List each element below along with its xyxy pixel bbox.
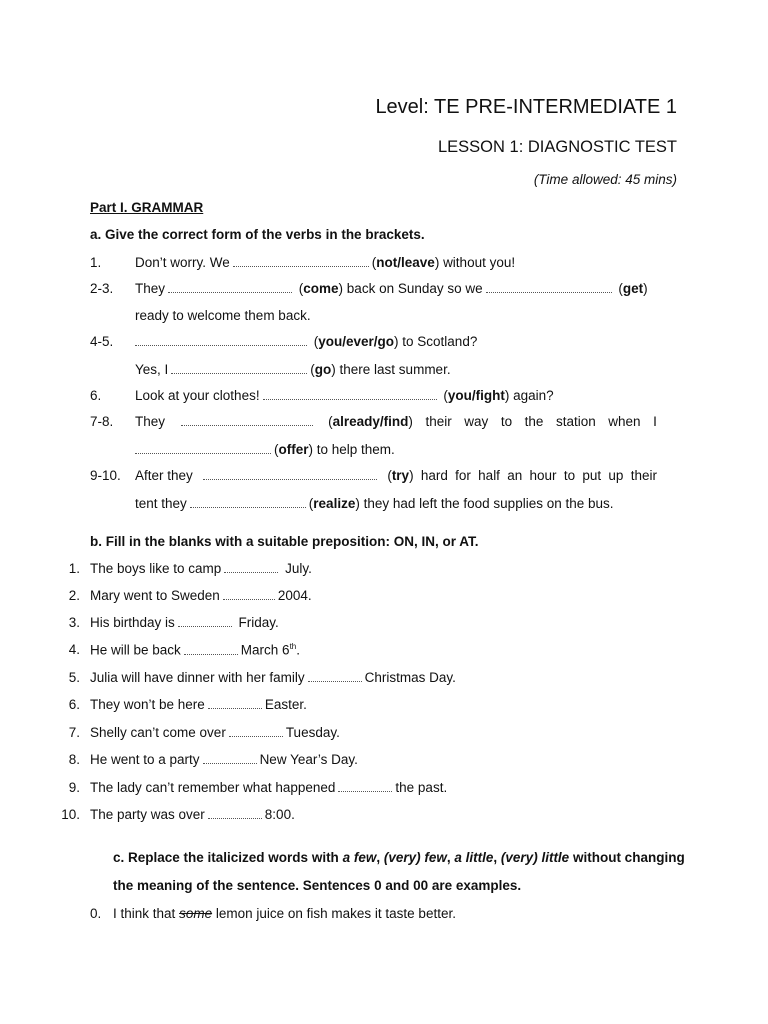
title-part: a few — [342, 850, 377, 865]
answer-blank-wrap — [200, 468, 380, 483]
verb-hint: you/fight — [447, 388, 505, 403]
answer-blank[interactable] — [168, 283, 292, 293]
item-number: 4. — [68, 642, 80, 657]
answer-blank[interactable] — [308, 672, 362, 682]
ordinal-suffix: th — [289, 642, 297, 651]
question-text: The boys like to camp — [90, 561, 222, 576]
question-line — [90, 725, 340, 740]
answer-blank[interactable] — [184, 645, 238, 655]
word: their — [630, 468, 657, 483]
item-number: 0. — [90, 906, 102, 921]
title-part: (very) few — [383, 850, 447, 865]
question-text: 8:00. — [264, 807, 295, 822]
question-line: tent they (realize) they had left the food supplies on the bus. — [135, 496, 614, 511]
struck-word: some — [179, 906, 213, 921]
item-number: 1. — [68, 561, 80, 576]
word: hard — [420, 468, 448, 483]
question-text: to help them. — [316, 442, 395, 457]
answer-blank[interactable] — [171, 364, 307, 374]
verb-hint-wrap: (try) — [387, 468, 414, 483]
word: for — [455, 468, 471, 483]
answer-blank[interactable] — [203, 470, 377, 480]
question-text: lemon juice on fish makes it taste better. — [215, 906, 456, 921]
question-text: there last summer. — [339, 362, 451, 377]
question-text: Look at your clothes! — [135, 388, 260, 403]
question-line: They (come) back on Sunday so we (get) — [135, 281, 648, 296]
section-b-title: b. Fill in the blanks with a suitable preposition: ON, IN, or AT. — [90, 534, 479, 549]
item-number: 9-10. — [90, 468, 121, 483]
question-text: . — [296, 642, 301, 658]
answer-blank[interactable] — [233, 257, 369, 267]
answer-blank[interactable] — [223, 590, 275, 600]
item-number: 6. — [68, 697, 80, 712]
question-line: (offer) to help them. — [135, 442, 395, 457]
question-text: I think that — [113, 906, 176, 921]
item-number: 7-8. — [90, 414, 114, 429]
lesson-title: LESSON 1: DIAGNOSTIC TEST — [437, 138, 677, 156]
verb-hint: offer — [278, 442, 309, 457]
question-line — [90, 670, 456, 685]
question-text: back on Sunday so we — [346, 281, 483, 296]
item-number: 1. — [90, 255, 102, 270]
answer-blank[interactable] — [135, 336, 307, 346]
section-c-title — [113, 850, 685, 865]
title-part: , — [446, 850, 455, 865]
question-text: The lady can’t remember what happened — [90, 780, 336, 795]
question-text: to Scotland? — [402, 334, 478, 349]
answer-blank[interactable] — [135, 444, 271, 454]
item-number: 2. — [68, 588, 80, 603]
time-allowed: (Time allowed: 45 mins) — [533, 172, 677, 187]
question-line — [90, 752, 358, 767]
title-part: c. Replace the italicized words with — [113, 850, 343, 865]
question-text: again? — [513, 388, 554, 403]
word: when — [608, 414, 641, 429]
question-text: July. — [285, 561, 312, 576]
question-text: Friday. — [238, 615, 279, 630]
item-number: 5. — [68, 670, 80, 685]
verb-hint: come — [303, 281, 339, 296]
question-line — [135, 414, 657, 429]
question-text: the past. — [395, 780, 448, 795]
question-line — [90, 588, 312, 603]
title-part: without changing — [569, 850, 685, 865]
verb-hint: already/find — [332, 414, 409, 429]
item-number: 9. — [68, 780, 80, 795]
answer-blank[interactable] — [208, 699, 262, 709]
item-number: 7. — [68, 725, 80, 740]
word: an — [507, 468, 523, 483]
question-text: Don’t worry. We — [135, 255, 230, 270]
question-text: they had left the food supplies on the bus. — [363, 496, 614, 511]
item-number: 10. — [61, 807, 80, 822]
word: the — [524, 414, 544, 429]
answer-blank[interactable] — [229, 727, 283, 737]
answer-blank[interactable] — [181, 416, 313, 426]
question-text: They — [135, 281, 166, 296]
answer-blank[interactable] — [190, 498, 306, 508]
level-title: Level: TE PRE-INTERMEDIATE 1 — [375, 96, 677, 118]
question-text: The party was over — [90, 807, 205, 822]
item-number: 8. — [68, 752, 80, 767]
question-text: 2004. — [277, 588, 312, 603]
verb-hint: go — [314, 362, 332, 377]
question-text: He will be back — [90, 642, 181, 658]
answer-blank[interactable] — [203, 754, 257, 764]
question-text: He went to a party — [90, 752, 200, 767]
question-text: They — [135, 414, 166, 429]
item-number: 6. — [90, 388, 102, 403]
question-line — [90, 615, 279, 630]
question-line — [90, 561, 312, 576]
verb-hint-wrap: (already/find) — [328, 414, 413, 429]
question-text: Julia will have dinner with her family — [90, 670, 305, 685]
part-title: Part I. GRAMMAR — [90, 200, 204, 215]
word: up — [608, 468, 624, 483]
answer-blank[interactable] — [208, 809, 262, 819]
section-c-title-line2: the meaning of the sentence. Sentences 0 and 00 are examples. — [113, 878, 522, 893]
question-line — [90, 807, 295, 822]
word: put — [582, 468, 602, 483]
title-part: a little — [454, 850, 494, 865]
word: way — [464, 414, 489, 429]
question-text: New Year’s Day. — [259, 752, 358, 767]
question-text: After they — [135, 468, 193, 483]
question-line — [90, 642, 300, 658]
question-text: Christmas Day. — [364, 670, 456, 685]
item-number: 2-3. — [90, 281, 114, 296]
word: to — [500, 414, 513, 429]
title-part: , — [493, 850, 501, 865]
verb-hint: get — [622, 281, 644, 296]
answer-blank[interactable] — [178, 617, 232, 627]
title-part: (very) little — [500, 850, 570, 865]
answer-blank[interactable] — [263, 390, 437, 400]
item-number: 4-5. — [90, 334, 114, 349]
question-text: tent they — [135, 496, 187, 511]
question-text: Mary went to Sweden — [90, 588, 220, 603]
question-text: March 6 — [240, 642, 290, 658]
question-line — [135, 468, 657, 483]
question-text: His birthday is — [90, 615, 175, 630]
question-text: ready to welcome them back. — [135, 308, 311, 323]
example-line — [113, 906, 456, 921]
question-text: Shelly can’t come over — [90, 725, 226, 740]
verb-hint: you/ever/go — [318, 334, 395, 349]
answer-blank[interactable] — [338, 782, 392, 792]
word: hour — [529, 468, 557, 483]
question-line — [90, 697, 307, 712]
title-part: , — [376, 850, 384, 865]
word: half — [478, 468, 500, 483]
verb-hint: not/leave — [376, 255, 435, 270]
answer-blank-wrap — [178, 414, 316, 429]
question-line: Don’t worry. We (not/leave) without you! — [135, 255, 516, 270]
word: I — [653, 414, 657, 429]
section-a-title: a. Give the correct form of the verbs in the brackets. — [90, 227, 425, 242]
verb-hint: try — [391, 468, 410, 483]
question-line — [90, 780, 447, 795]
answer-blank[interactable] — [224, 563, 278, 573]
question-line: Look at your clothes! (you/fight) again? — [135, 388, 554, 403]
word: station — [555, 414, 596, 429]
question-line: Yes, I (go) there last summer. — [135, 362, 451, 377]
answer-blank[interactable] — [486, 283, 612, 293]
question-text: They won’t be here — [90, 697, 205, 712]
question-text: Tuesday. — [285, 725, 340, 740]
question-line: (you/ever/go) to Scotland? — [135, 334, 477, 349]
question-text: without you! — [443, 255, 516, 270]
word: their — [425, 414, 452, 429]
word: to — [563, 468, 576, 483]
verb-hint: realize — [313, 496, 356, 511]
item-number: 3. — [68, 615, 80, 630]
question-text: Easter. — [264, 697, 307, 712]
question-text: Yes, I — [135, 362, 169, 377]
